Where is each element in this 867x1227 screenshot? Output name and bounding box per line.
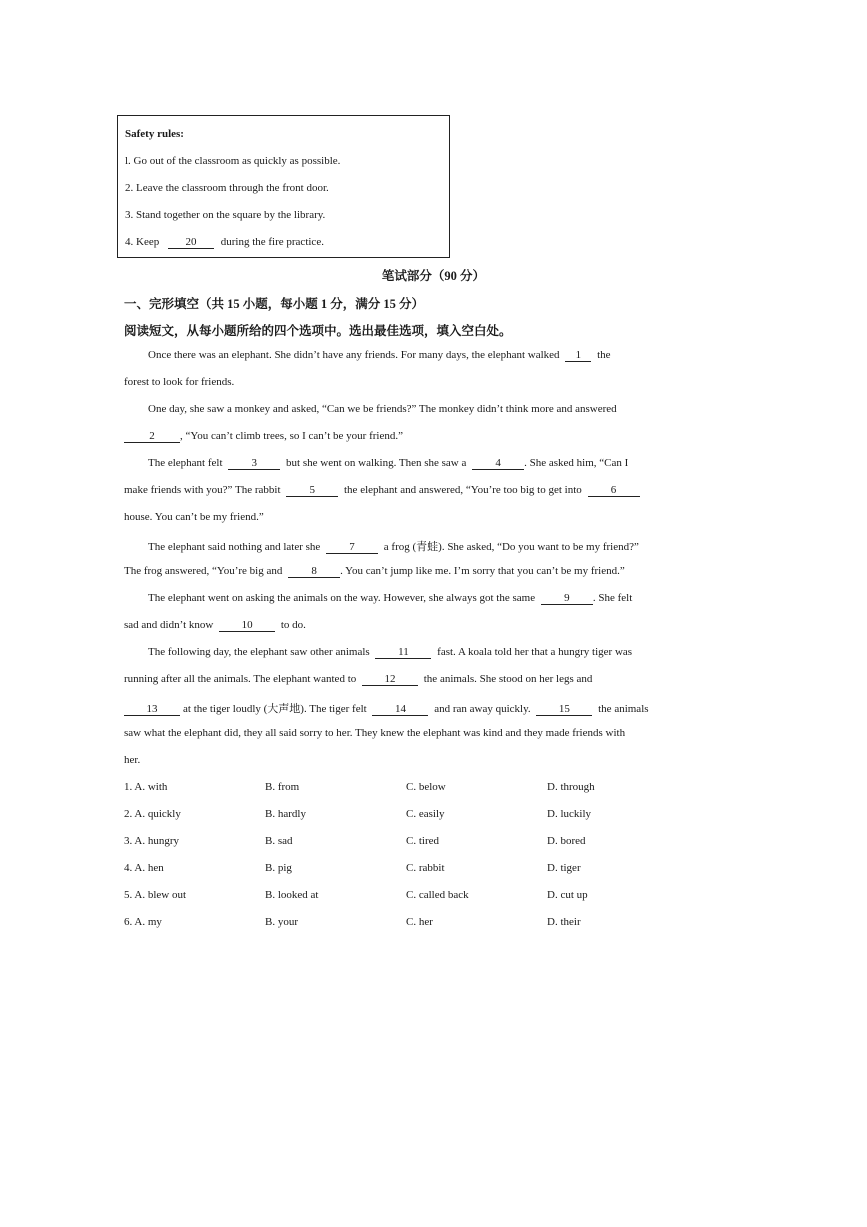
passage-text: . You can’t jump like me. I’m sorry that you can’t be my friend.”	[340, 565, 625, 577]
safety-rules-title: Safety rules:	[125, 128, 184, 140]
answer-blank-11: 11	[375, 647, 431, 659]
option-b[interactable]: B. looked at	[265, 889, 319, 901]
passage-text: The elephant felt	[148, 457, 223, 469]
option-c[interactable]: C. her	[406, 916, 433, 928]
passage-text: Once there was an elephant. She didn’t have any friends. For many days, the elephant walked	[148, 349, 560, 361]
passage-line-6	[124, 484, 640, 497]
passage-text: the animals	[598, 703, 649, 715]
safety-rule-4-prefix: 4. Keep	[125, 236, 160, 248]
options-row-1	[0, 781, 867, 797]
option-b[interactable]: B. hardly	[265, 808, 306, 820]
safety-rule-4-suffix: during the fire practice.	[220, 236, 324, 248]
passage-line-1	[148, 349, 611, 362]
option-d[interactable]: D. luckily	[547, 808, 591, 820]
passage-line-11	[124, 619, 306, 632]
option-b[interactable]: B. sad	[265, 835, 293, 847]
options-row-6	[0, 916, 867, 932]
section-instruction: 阅读短文，从每小题所给的四个选项中。选出最佳选项，填入空白处。	[124, 324, 512, 338]
passage-line-5	[148, 457, 628, 470]
passage-line-10	[148, 592, 632, 605]
option-c[interactable]: C. tired	[406, 835, 439, 847]
passage-line-4	[124, 430, 403, 443]
passage-text: fast. A koala told her that a hungry tiger was	[437, 646, 633, 658]
passage-line-14	[124, 700, 649, 716]
passage-text: and ran away quickly.	[434, 703, 531, 715]
passage-text: the elephant and answered, “You’re too big to get into	[344, 484, 582, 496]
answer-blank-2: 2	[124, 431, 180, 443]
section-title: 一、完形填空（共 15 小题，每小题 1 分，满分 15 分）	[124, 297, 425, 311]
answer-blank-8: 8	[288, 566, 340, 578]
option-d[interactable]: D. cut up	[547, 889, 588, 901]
passage-text: a frog (青蛙). She asked, “Do you want to be my friend?”	[383, 541, 639, 553]
options-row-5	[0, 889, 867, 905]
answer-blank-4: 4	[472, 458, 524, 470]
passage-line-7: house. You can’t be my friend.”	[124, 511, 264, 523]
answer-blank-10: 10	[219, 620, 275, 632]
options-row-3	[0, 835, 867, 851]
answer-blank-1: 1	[565, 350, 591, 362]
passage-line-13	[124, 673, 592, 686]
option-b[interactable]: B. pig	[265, 862, 292, 874]
passage-text: The following day, the elephant saw other animals	[148, 646, 370, 658]
option-b[interactable]: B. from	[265, 781, 300, 793]
safety-rules-box	[117, 115, 450, 258]
option-a[interactable]: 6. A. my	[124, 916, 162, 928]
option-c[interactable]: C. easily	[406, 808, 445, 820]
option-c[interactable]: C. below	[406, 781, 446, 793]
passage-text: at the tiger loudly (大声地). The tiger felt	[183, 703, 367, 715]
options-row-2	[0, 808, 867, 824]
safety-rule-1: l. Go out of the classroom as quickly as possible.	[125, 155, 341, 167]
option-b[interactable]: B. your	[265, 916, 298, 928]
written-part-heading: 笔试部分（90 分）	[381, 269, 486, 283]
passage-line-12	[148, 646, 632, 659]
answer-blank-5: 5	[286, 485, 338, 497]
passage-text: make friends with you?” The rabbit	[124, 484, 281, 496]
passage-text: running after all the animals. The elephant wanted to	[124, 673, 357, 685]
passage-line-3: One day, she saw a monkey and asked, “Can we be friends?” The monkey didn’t think more and answered	[148, 403, 617, 415]
answer-blank-20: 20	[168, 237, 214, 249]
answer-blank-3: 3	[228, 458, 280, 470]
option-c[interactable]: C. rabbit	[406, 862, 445, 874]
passage-text: The elephant said nothing and later she	[148, 541, 321, 553]
passage-text: the animals. She stood on her legs and	[423, 673, 593, 685]
answer-blank-14: 14	[372, 704, 428, 716]
option-d[interactable]: D. through	[547, 781, 595, 793]
passage-text: the	[597, 349, 611, 361]
passage-line-16: her.	[124, 754, 141, 766]
passage-line-9	[124, 565, 625, 578]
option-a[interactable]: 5. A. blew out	[124, 889, 187, 901]
safety-rule-4	[125, 236, 324, 249]
option-d[interactable]: D. bored	[547, 835, 586, 847]
passage-line-8	[148, 538, 639, 554]
passage-text: sad and didn’t know	[124, 619, 214, 631]
passage-text: . She asked him, “Can I	[524, 457, 629, 469]
safety-rule-2: 2. Leave the classroom through the front door.	[125, 182, 329, 194]
safety-rule-3: 3. Stand together on the square by the library.	[125, 209, 326, 221]
answer-blank-13: 13	[124, 704, 180, 716]
passage-text: but she went on walking. Then she saw a	[286, 457, 467, 469]
option-a[interactable]: 3. A. hungry	[124, 835, 179, 847]
option-a[interactable]: 1. A. with	[124, 781, 168, 793]
passage-line-15: saw what the elephant did, they all said sorry to her. They knew the elephant was kind and they made friends with	[124, 727, 626, 739]
passage-text: The frog answered, “You’re big and	[124, 565, 283, 577]
option-d[interactable]: D. tiger	[547, 862, 581, 874]
passage-line-2: forest to look for friends.	[124, 376, 235, 388]
answer-blank-15: 15	[536, 704, 592, 716]
option-c[interactable]: C. called back	[406, 889, 469, 901]
passage-text: , “You can’t climb trees, so I can’t be your friend.”	[180, 430, 403, 442]
passage-text: . She felt	[592, 592, 633, 604]
option-d[interactable]: D. their	[547, 916, 581, 928]
answer-blank-6: 6	[588, 485, 640, 497]
options-row-4	[0, 862, 867, 878]
passage-text: to do.	[280, 619, 306, 631]
passage-text: The elephant went on asking the animals on the way. However, she always got the same	[148, 592, 536, 604]
answer-blank-12: 12	[362, 674, 418, 686]
answer-blank-7: 7	[326, 542, 378, 554]
option-a[interactable]: 4. A. hen	[124, 862, 164, 874]
answer-blank-9: 9	[541, 593, 593, 605]
option-a[interactable]: 2. A. quickly	[124, 808, 181, 820]
